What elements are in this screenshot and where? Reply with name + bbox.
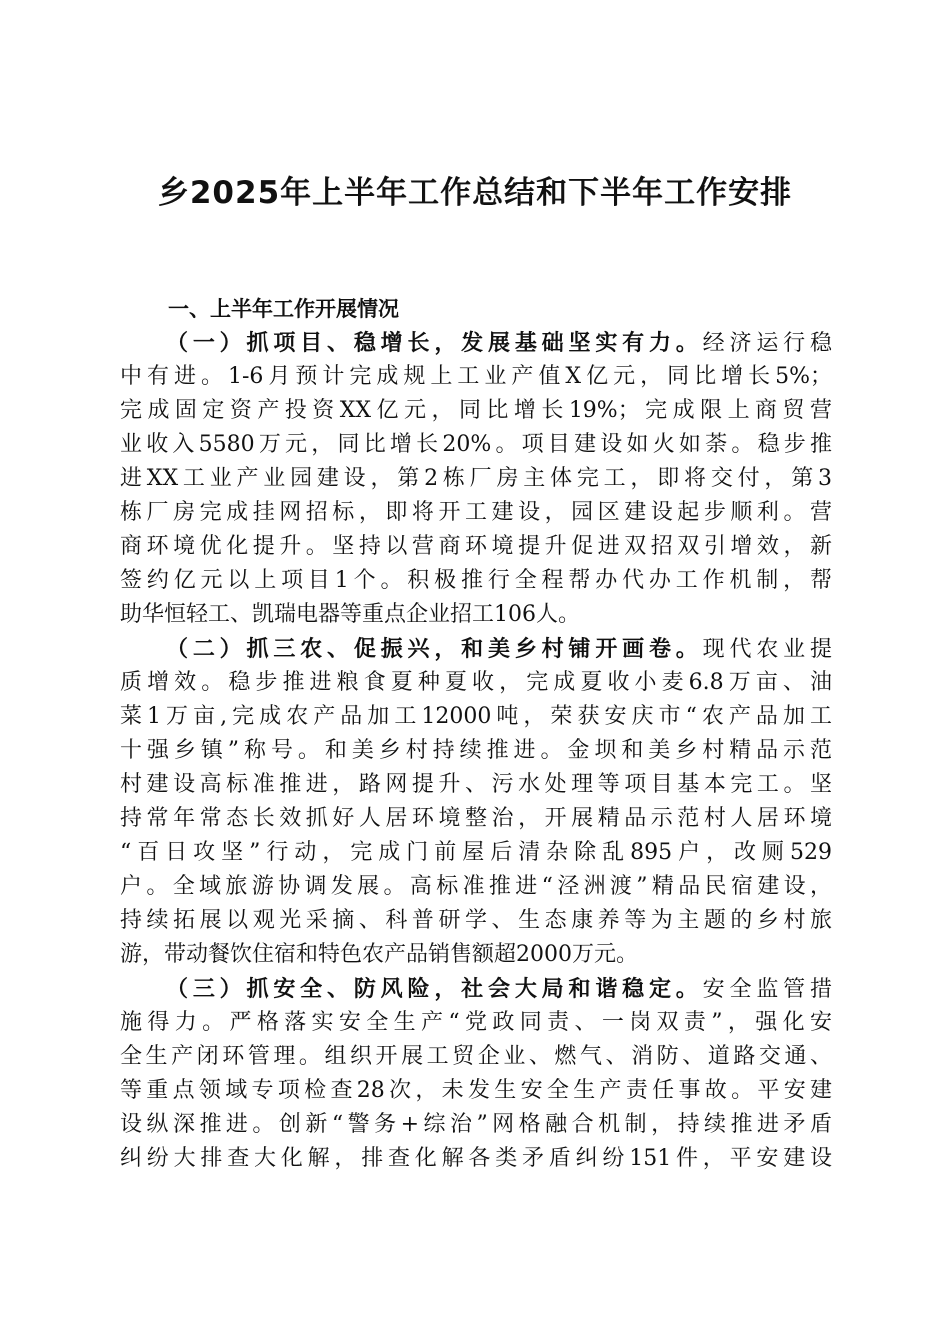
paragraph-line <box>120 632 832 666</box>
document-body <box>120 292 832 1176</box>
paragraph-line: 菜1万亩,完成农产品加工12000吨，荣获安庆市“农产品加工 <box>120 704 832 729</box>
paragraph-line: “百日攻坚”行动，完成门前屋后清杂除乱895户，改厕529 <box>120 840 832 865</box>
paragraph-lead: （三）抓安全、防风险，社会大局和谐稳定。 <box>166 976 703 1002</box>
paragraph-line <box>120 326 832 360</box>
paragraph-line: 村建设高标准推进，路网提升、污水处理等项目基本完工。坚 <box>120 772 832 797</box>
paragraph-text: 现代农业提 <box>702 637 832 662</box>
paragraph-line: 进XX工业产业园建设，第2栋厂房主体完工，即将交付，第3 <box>120 466 832 491</box>
paragraph-lead: （二）抓三农、促振兴，和美乡村铺开画卷。 <box>166 636 703 662</box>
paragraph-line: 持续拓展以观光采摘、科普研学、生态康养等为主题的乡村旅 <box>120 908 832 933</box>
paragraph-line: 设纵深推进。创新“警务+综治”网格融合机制，持续推进矛盾 <box>120 1112 832 1137</box>
paragraph-line: 等重点领域专项检查28次，未发生安全生产责任事故。平安建 <box>120 1078 832 1103</box>
paragraph-line: 业收入5580万元，同比增长20%。项目建设如火如荼。稳步推 <box>120 432 832 457</box>
paragraph-lead: （一）抓项目、稳增长，发展基础坚实有力。 <box>166 330 703 356</box>
paragraph-line: 签约亿元以上项目1个。积极推行全程帮办代办工作机制，帮 <box>120 568 832 593</box>
paragraph-line: 纠纷大排查大化解，排查化解各类矛盾纠纷151件，平安建设 <box>120 1146 832 1171</box>
paragraph-line: 持常年常态长效抓好人居环境整治，开展精品示范村人居环境 <box>120 806 832 831</box>
paragraph-line: 十强乡镇”称号。和美乡村持续推进。金坝和美乡村精品示范 <box>120 738 832 763</box>
paragraph-line: 质增效。稳步推进粮食夏种夏收，完成夏收小麦6.8万亩、油 <box>120 670 832 695</box>
paragraph-line: 施得力。严格落实安全生产“党政同责、一岗双责”，强化安 <box>120 1010 832 1035</box>
paragraph-line: 中有进。1-6月预计完成规上工业产值X亿元，同比增长5%； <box>120 364 832 389</box>
paragraph-line: 完成固定资产投资XX亿元，同比增长19%；完成限上商贸营 <box>120 398 832 423</box>
paragraph-line: 全生产闭环管理。组织开展工贸企业、燃气、消防、道路交通、 <box>120 1044 832 1069</box>
paragraph-line: 助华恒轻工、凯瑞电器等重点企业招工106人。 <box>120 602 580 627</box>
document-title: 乡2025年上半年工作总结和下半年工作安排 <box>157 175 793 211</box>
paragraph-line: 栋厂房完成挂网招标，即将开工建设，园区建设起步顺利。营 <box>120 500 832 525</box>
paragraph-text: 安全监管措 <box>702 977 832 1002</box>
paragraph-2 <box>120 632 832 972</box>
paragraph-line: 商环境优化提升。坚持以营商环境提升促进双招双引增效，新 <box>120 534 832 559</box>
paragraph-line: 游，带动餐饮住宿和特色农产品销售额超2000万元。 <box>120 942 638 967</box>
paragraph-line: 户。全域旅游协调发展。高标准推进“泾洲渡”精品民宿建设， <box>120 874 832 899</box>
paragraph-3 <box>120 972 832 1176</box>
paragraph-line <box>120 972 832 1006</box>
paragraph-text: 经济运行稳 <box>702 331 832 356</box>
paragraph-1 <box>120 326 832 632</box>
section-heading: 一、上半年工作开展情况 <box>168 297 399 321</box>
